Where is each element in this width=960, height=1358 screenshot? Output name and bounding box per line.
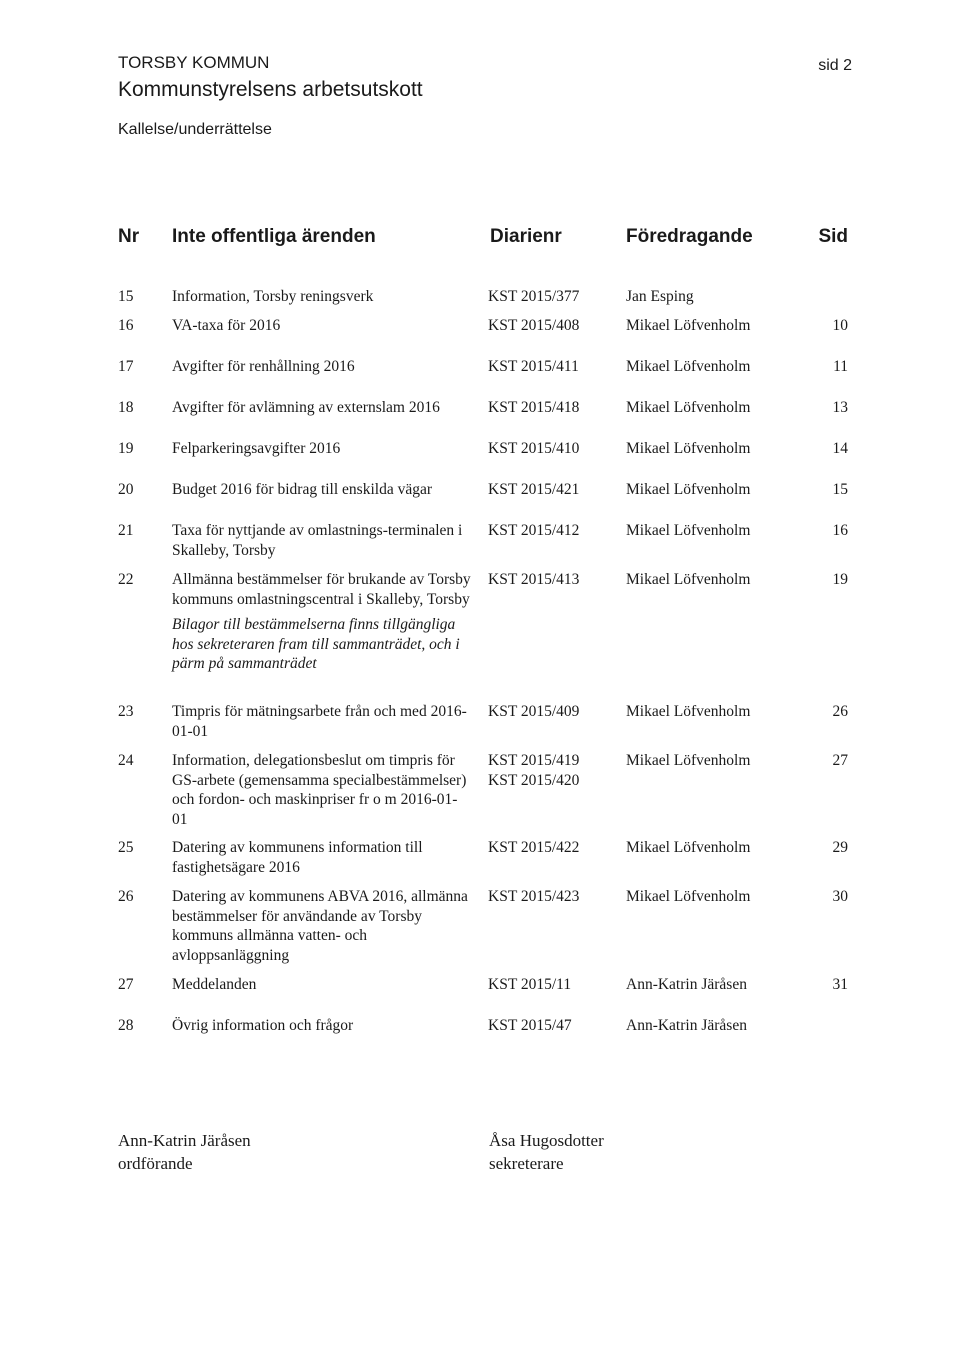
column-header-nr: Nr xyxy=(118,226,140,247)
row-sid: 14 xyxy=(832,440,848,457)
row-sid: 29 xyxy=(832,839,848,856)
row-foredragande: Mikael Löfvenholm xyxy=(626,839,751,856)
row-diarienr: KST 2015/409 xyxy=(488,703,580,720)
organization-name: TORSBY KOMMUN xyxy=(118,53,270,72)
row-diarienr-cell xyxy=(488,357,579,377)
row-sid: 30 xyxy=(832,888,848,905)
row-number: 19 xyxy=(118,440,134,457)
row-number: 24 xyxy=(118,752,134,769)
row-number: 15 xyxy=(118,288,134,305)
row-title-cell xyxy=(172,887,472,965)
row-foredragande: Mikael Löfvenholm xyxy=(626,317,751,334)
row-number: 18 xyxy=(118,399,134,416)
row-title: Datering av kommunens information till fastighetsägare 2016 xyxy=(172,839,423,876)
row-foredragande: Mikael Löfvenholm xyxy=(626,888,751,905)
row-diarienr-cell xyxy=(488,1016,572,1036)
row-title-cell xyxy=(172,357,472,377)
row-title-cell xyxy=(172,521,472,560)
row-number: 27 xyxy=(118,976,134,993)
secretary-name: Åsa Hugosdotter xyxy=(489,1131,604,1150)
row-title: Budget 2016 för bidrag till enskilda vägar xyxy=(172,481,432,498)
row-title: Taxa för nyttjande av omlastnings-terminalen i Skalleby, Torsby xyxy=(172,522,463,559)
row-diarienr-cell xyxy=(488,398,579,418)
row-sid: 10 xyxy=(832,317,848,334)
row-number: 23 xyxy=(118,703,134,720)
row-diarienr-cell xyxy=(488,570,579,590)
row-number: 25 xyxy=(118,839,134,856)
row-diarienr-cell xyxy=(488,838,579,858)
row-diarienr-cell xyxy=(488,887,579,907)
row-diarienr-cell xyxy=(488,316,579,336)
row-diarienr: KST 2015/422 xyxy=(488,839,580,856)
row-number: 22 xyxy=(118,571,134,588)
row-title-cell xyxy=(172,398,472,418)
row-foredragande: Mikael Löfvenholm xyxy=(626,399,751,416)
row-diarienr: KST 2015/423 xyxy=(488,888,580,905)
row-foredragande: Mikael Löfvenholm xyxy=(626,752,751,769)
row-sid: 26 xyxy=(832,703,848,720)
row-number: 20 xyxy=(118,481,134,498)
row-number: 17 xyxy=(118,358,134,375)
row-title: VA-taxa för 2016 xyxy=(172,317,281,334)
row-title: Information, delegationsbeslut om timpris för GS-arbete (gemensamma specialbestämmelser) och fordon- och maskinpriser fr o m 2016-01-01 xyxy=(172,752,467,828)
row-title: Avgifter för renhållning 2016 xyxy=(172,358,355,375)
row-diarienr: KST 2015/412 xyxy=(488,522,580,539)
row-foredragande: Mikael Löfvenholm xyxy=(626,703,751,720)
row-sid: 31 xyxy=(832,976,848,993)
row-title: Meddelanden xyxy=(172,976,257,993)
row-title-cell xyxy=(172,570,472,674)
row-sid: 16 xyxy=(832,522,848,539)
row-number: 16 xyxy=(118,317,134,334)
row-foredragande: Ann-Katrin Järåsen xyxy=(626,976,747,993)
row-title: Information, Torsby reningsverk xyxy=(172,288,374,305)
row-foredragande: Mikael Löfvenholm xyxy=(626,522,751,539)
row-title-cell xyxy=(172,439,472,459)
column-header-diarienr: Diarienr xyxy=(490,226,562,247)
row-sid: 19 xyxy=(832,571,848,588)
row-title: Timpris för mätningsarbete från och med 2016-01-01 xyxy=(172,703,467,740)
row-diarienr: KST 2015/377 xyxy=(488,288,580,305)
chair-name: Ann-Katrin Järåsen xyxy=(118,1131,251,1150)
row-diarienr-cell xyxy=(488,480,579,500)
row-title-cell xyxy=(172,480,472,500)
row-diarienr-cell xyxy=(488,702,579,722)
chair-signature xyxy=(118,1129,251,1175)
row-diarienr: KST 2015/11 xyxy=(488,976,572,993)
row-diarienr: KST 2015/420 xyxy=(488,771,580,789)
row-diarienr: KST 2015/413 xyxy=(488,571,580,588)
row-diarienr: KST 2015/411 xyxy=(488,358,579,375)
row-title: Allmänna bestämmelser för brukande av Torsby kommuns omlastningscentral i Skalleby, Torsby xyxy=(172,571,471,608)
row-note: Bilagor till bestämmelserna finns tillgängliga hos sekreteraren fram till sammanträdet, och i pärm på sammanträdet xyxy=(172,616,460,672)
row-sid: 15 xyxy=(832,481,848,498)
row-foredragande: Ann-Katrin Järåsen xyxy=(626,1017,747,1034)
row-diarienr-cell xyxy=(488,521,579,541)
row-number: 28 xyxy=(118,1017,134,1034)
row-diarienr-cell xyxy=(488,287,579,307)
row-number: 21 xyxy=(118,522,134,539)
row-diarienr: KST 2015/47 xyxy=(488,1017,572,1034)
row-diarienr: KST 2015/410 xyxy=(488,440,580,457)
row-diarienr-cell xyxy=(488,751,579,790)
row-sid: 27 xyxy=(832,752,848,769)
row-title-cell xyxy=(172,838,472,877)
row-title-cell xyxy=(172,751,472,829)
row-number: 26 xyxy=(118,888,134,905)
row-title-cell xyxy=(172,316,472,336)
row-foredragande: Mikael Löfvenholm xyxy=(626,440,751,457)
row-diarienr: KST 2015/418 xyxy=(488,399,580,416)
secretary-role: sekreterare xyxy=(489,1154,564,1173)
page-number: sid 2 xyxy=(818,57,852,74)
document-type: Kallelse/underrättelse xyxy=(118,121,272,138)
row-title-cell xyxy=(172,975,472,995)
row-diarienr: KST 2015/421 xyxy=(488,481,580,498)
column-header-foredragande: Föredragande xyxy=(626,226,753,247)
row-sid: 13 xyxy=(832,399,848,416)
row-title: Felparkeringsavgifter 2016 xyxy=(172,440,341,457)
row-foredragande: Mikael Löfvenholm xyxy=(626,571,751,588)
row-diarienr-cell xyxy=(488,439,579,459)
row-title: Övrig information och frågor xyxy=(172,1017,354,1034)
row-title: Datering av kommunens ABVA 2016, allmänna bestämmelser för användande av Torsby kommuns allmänna vatten- och avloppsanläggning xyxy=(172,888,468,964)
row-diarienr: KST 2015/419 xyxy=(488,752,580,769)
column-header-sid: Sid xyxy=(818,226,848,247)
row-sid: 11 xyxy=(833,358,848,375)
row-diarienr: KST 2015/408 xyxy=(488,317,580,334)
column-header-title: Inte offentliga ärenden xyxy=(172,226,376,247)
row-title-cell xyxy=(172,702,472,741)
row-foredragande: Jan Esping xyxy=(626,288,694,305)
row-title-cell xyxy=(172,287,472,307)
row-foredragande: Mikael Löfvenholm xyxy=(626,358,751,375)
row-title: Avgifter för avlämning av externslam 2016 xyxy=(172,399,440,416)
secretary-signature xyxy=(489,1129,604,1175)
department-name: Kommunstyrelsens arbetsutskott xyxy=(118,78,423,101)
row-diarienr-cell xyxy=(488,975,571,995)
row-title-cell xyxy=(172,1016,472,1036)
chair-role: ordförande xyxy=(118,1154,193,1173)
row-foredragande: Mikael Löfvenholm xyxy=(626,481,751,498)
